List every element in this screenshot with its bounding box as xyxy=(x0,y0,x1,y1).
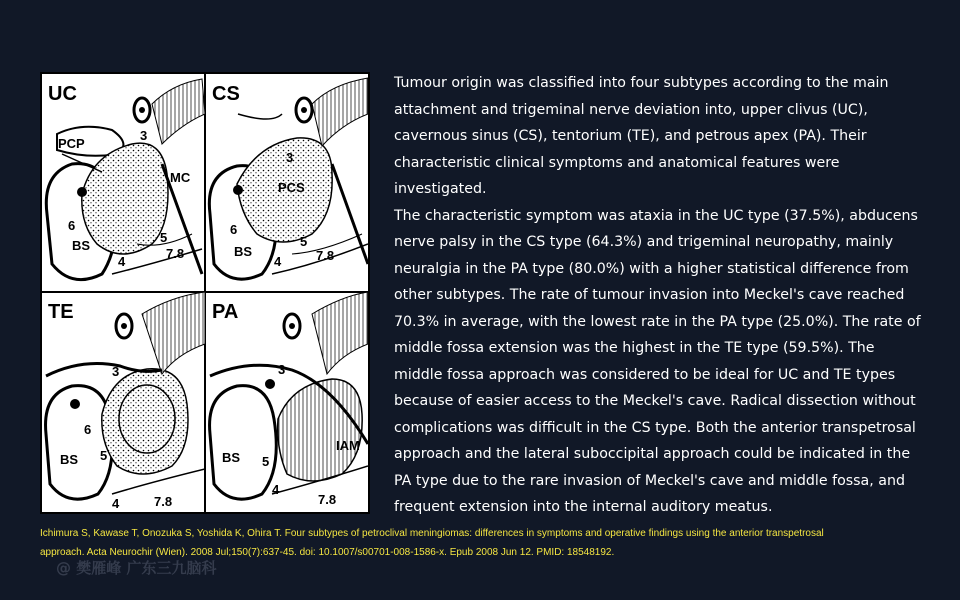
abstract-text xyxy=(394,70,924,521)
te-annotation-3: 3 xyxy=(112,364,120,379)
panel-pa-label: PA xyxy=(212,301,239,323)
panel-te-label: TE xyxy=(48,301,74,323)
cs-annotation-6: 6 xyxy=(230,222,238,237)
pa-annotation-3: 3 xyxy=(278,362,286,377)
cs-annotation-5: 5 xyxy=(300,234,308,249)
uc-annotation-3: 3 xyxy=(140,128,148,143)
te-annotation-6: 6 xyxy=(84,422,92,437)
cs-annotation-4: 4 xyxy=(274,254,282,269)
uc-annotation-mc: MC xyxy=(170,170,191,185)
te-annotation-bs: BS xyxy=(60,452,79,467)
pa-annotation-5: 5 xyxy=(262,454,270,469)
pa-annotation-78: 7.8 xyxy=(318,492,337,507)
pa-annotation-iam: IAM xyxy=(336,438,360,453)
uc-annotation-5: 5 xyxy=(160,230,168,245)
uc-annotation-78: 7.8 xyxy=(166,246,185,261)
cs-annotation-bs: BS xyxy=(234,244,253,259)
pa-annotation-bs: BS xyxy=(222,450,241,465)
uc-annotation-6: 6 xyxy=(68,218,76,233)
panel-pa xyxy=(210,292,368,499)
panel-te xyxy=(46,292,205,499)
cs-annotation-pcs: PCS xyxy=(278,180,305,195)
citation-line-1: Ichimura S, Kawase T, Onozuka S, Yoshida K, Ohira T. Four subtypes of petroclival meningiomas: differences in symptoms and operative findings using the anterior transpetrosal xyxy=(40,528,824,539)
cs-annotation-78: 7.8 xyxy=(316,248,335,263)
uc-annotation-bs: BS xyxy=(72,238,91,253)
uc-annotation-4: 4 xyxy=(118,254,126,269)
paragraph-results: The characteristic symptom was ataxia in the UC type (37.5%), abducens nerve palsy in the CS type (64.3%) and trigeminal neuropathy, mainly neuralgia in the PA type (80.0%) with a higher statistical difference from other subtypes. The rate of tumour invasion into Meckel's cave reached 70.3% in average, with the lowest rate in the PA type (25.0%). The rate of middle fossa extension was the highest in the TE type (59.5%). The middle fossa approach was considered to be ideal for UC and TE types because of easier access to the Meckel's cave. Radical dissection without complications was difficult in the CS type. Both the anterior transpetrosal approach and the lateral suboccipital approach could be indicated in the PA type due to the rare invasion of Meckel's cave and middle fossa, and frequent extension into the internal auditory meatus. xyxy=(394,207,921,515)
uc-annotation-pcp: PCP xyxy=(58,136,85,151)
citation-line-2: approach. Acta Neurochir (Wien). 2008 Jul;150(7):637-45. doi: 10.1007/s00701-008-1586-x. Epub 2008 Jun 12. PMID: 18548192. xyxy=(40,547,615,558)
te-annotation-5: 5 xyxy=(100,448,108,463)
pa-annotation-4: 4 xyxy=(272,482,280,497)
paragraph-tumour-classification: Tumour origin was classified into four subtypes according to the main attachment and trigeminal nerve deviation into, upper clivus (UC), cavernous sinus (CS), tentorium (TE), and petrous apex (PA). Their characteristic clinical symptoms and anatomical features were investigated. xyxy=(394,75,889,197)
cs-annotation-3: 3 xyxy=(286,150,294,165)
panel-uc-label: UC xyxy=(48,83,77,105)
te-annotation-4: 4 xyxy=(112,496,120,511)
panel-cs-label: CS xyxy=(212,83,240,105)
watermark: @ 樊雁峰 广东三九脑科 xyxy=(56,559,217,577)
subtype-illustrations xyxy=(42,74,368,512)
petroclival-subtype-figure xyxy=(40,72,370,514)
te-annotation-78: 7.8 xyxy=(154,494,173,509)
